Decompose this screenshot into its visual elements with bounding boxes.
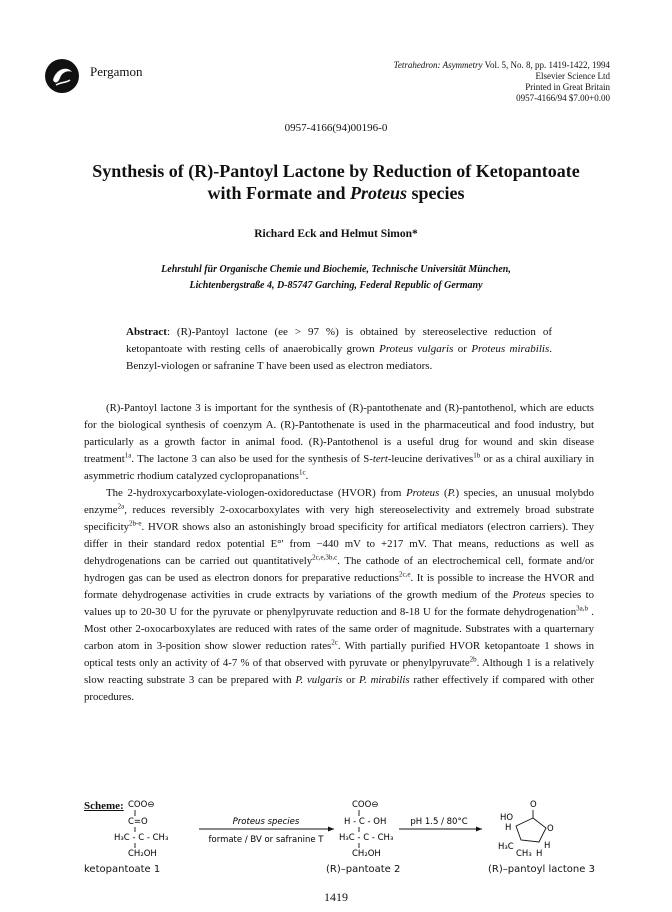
abstract-italic-2: Proteus mirabilis xyxy=(471,343,550,355)
lactone-h3: H xyxy=(536,849,543,858)
lactone-h3c: H₃C xyxy=(498,842,514,852)
p2-ik1: P. vulgaris xyxy=(295,674,343,686)
choh-2: CH₂OH xyxy=(352,849,381,858)
body-text xyxy=(84,400,594,706)
p2-d: , reduces reversibly 2-oxocarboxylates with very high stereoselectivity and extremely broad substrate specificity xyxy=(84,504,594,533)
lactone-h1: H xyxy=(505,823,512,833)
p1-e: . xyxy=(305,470,309,482)
hcc-2: H₃C - C - CH₃ xyxy=(339,833,394,843)
affiliation xyxy=(60,262,612,294)
p1-ref3: 1c xyxy=(298,468,306,477)
p2-f: . The cathode of an electrochemical cell, formate and/or hydrogen gas can be used as electron donors for preparative reductions xyxy=(84,555,594,584)
title-line1: Synthesis of (R)-Pantoyl Lactone by Reduction of Ketopantoate xyxy=(92,161,580,181)
doi: 0957-4166(94)00196-0 xyxy=(284,122,388,134)
paragraph-1 xyxy=(84,400,594,485)
citation-block xyxy=(350,60,610,104)
p2-ref6: 2c xyxy=(331,638,338,647)
coo-1: COO⊖ xyxy=(128,800,155,810)
title-line2 xyxy=(60,182,612,204)
p2-l: or xyxy=(342,674,359,686)
p1-ib: tert xyxy=(372,453,388,465)
p1-ref2: 1b xyxy=(473,451,481,460)
p2-ref3: 2c,e,3b,c xyxy=(312,553,338,562)
paper-title xyxy=(60,160,612,204)
abstract xyxy=(126,324,552,375)
p2-ref4: 2c,e xyxy=(399,570,411,579)
title-line2-post: species xyxy=(407,183,465,203)
p2-a: The 2-hydroxycarboxylate-viologen-oxidoreductase (HVOR) from xyxy=(106,487,407,499)
citation-line4: 0957-4166/94 $7.00+0.00 xyxy=(516,93,610,103)
authors: Richard Eck and Helmut Simon* xyxy=(254,228,418,240)
p2-k: . Although 1 is a relatively slow reacting substrate 3 can be prepared with xyxy=(84,657,594,686)
lactone-ho: HO xyxy=(500,813,514,823)
arrow2-top: pH 1.5 / 80°C xyxy=(410,817,468,827)
co-group: C=O xyxy=(128,817,148,827)
coo-2: COO⊖ xyxy=(352,800,379,810)
arrow1-top: Proteus species xyxy=(232,817,300,827)
affiliation-line2: Lichtenbergstraße 4, D-85747 Garching, Federal Republic of Germany xyxy=(189,280,483,291)
lactone-o-carbonyl: O xyxy=(530,800,537,810)
abstract-text-3: . Benzyl-viologen or safranine T have been used as electron mediators. xyxy=(126,343,552,372)
hcoh: H - C - OH xyxy=(344,817,387,827)
lactone-ch3: CH₃ xyxy=(516,849,532,858)
p2-ref2: 2b-e xyxy=(128,519,142,528)
title-line2-italic: Proteus xyxy=(349,183,407,203)
p2-j: . With partially purified HVOR ketopantoate 1 shows in optical tests only an activity of 4-7 % of that observed with pyruvate or phenylpyruvate xyxy=(84,640,594,669)
lactone-o-ring: O xyxy=(547,824,554,834)
caption-3: (R)–pantoyl lactone 3 xyxy=(488,864,595,875)
p2-e: . HVOR shows also an astonishingly broad specificity for artifical mediators (electron carriers). They differ in their standard redox potential E°' from −440 mV to +217 mV. That means, reductions as well as dehydrogenations can be carried out quantitatively xyxy=(84,521,594,567)
page-number: 1419 xyxy=(324,890,348,904)
arrow1-bottom: formate / BV or safranine T xyxy=(208,835,324,845)
citation-line3: Printed in Great Britain xyxy=(525,82,610,92)
lactone-h2: H xyxy=(544,841,551,851)
p2-h: species to values up to 20-30 U for the pyruvate or phenylpyruvate reduction and 8-18 U for the formate dehydrogenation xyxy=(84,589,594,618)
citation-volume: Vol. 5, No. 8, pp. 1419-1422, 1994 xyxy=(482,60,610,70)
p2-ref7: 2b xyxy=(469,655,477,664)
scheme-label: Scheme: xyxy=(84,800,124,812)
p2-ref1: 2a xyxy=(117,502,125,511)
paragraph-2 xyxy=(84,485,594,706)
p1-ref1: 1a xyxy=(124,451,132,460)
p1-a: (R)-Pantoyl lactone 3 is important for the synthesis of (R)-pantothenate and (R)-pantothenol, which are educts for the biological synthesis of coenzym A. (R)-Pantothenate is used in the pharmaceutical and food industry, but particularly as a growth factor in animal food. (R)-Pantothenol is a useful drug for wound and skin disease treatment xyxy=(84,402,594,465)
caption-2: (R)–pantoate 2 xyxy=(326,864,401,875)
abstract-italic-1: Proteus vulgaris xyxy=(379,343,454,355)
abstract-text-2: or xyxy=(453,343,472,355)
pergamon-logo xyxy=(44,58,80,94)
title-line2-pre: with Formate and xyxy=(207,183,350,203)
arrow2-head xyxy=(476,827,482,832)
lactone-ring xyxy=(516,818,546,842)
p2-b: ( xyxy=(439,487,448,499)
p2-ia: Proteus xyxy=(406,487,440,499)
affiliation-line1: Lehrstuhl für Organische Chemie und Biochemie, Technische Universität München, xyxy=(161,264,511,275)
caption-1: ketopantoate 1 xyxy=(84,864,161,875)
journal-name: Tetrahedron: Asymmetry xyxy=(393,60,483,70)
publisher-name: Pergamon xyxy=(90,64,143,79)
abstract-text-1: : (R)-Pantoyl lactone (ee > 97 %) is obtained by stereoselective reduction of ketopantoate with resting cells of anaerobically grown xyxy=(126,326,552,355)
p2-m: rather effectively if compared with other procedures. xyxy=(84,674,594,703)
p2-g: . It is possible to increase the HVOR and formate dehydrogenase activities in crude extracts by variations of the growth medium of the xyxy=(84,572,594,601)
hcc-1: H₃C - C - CH₃ xyxy=(114,833,169,843)
p1-b: . The lactone 3 can also be used for the synthesis of S- xyxy=(131,453,373,465)
p1-d: or as a chiral auxiliary in asymmetric rhodium catalyzed cyclopropanations xyxy=(84,453,595,482)
p2-ref5: 3a,b xyxy=(576,604,588,613)
p2-ik2: P. mirabilis xyxy=(358,674,410,686)
p2-ig: Proteus xyxy=(512,589,546,601)
arrow1-head xyxy=(328,827,334,832)
reaction-scheme xyxy=(84,798,604,858)
p1-c: -leucine derivatives xyxy=(387,453,474,465)
p2-i: . Most other 2-oxocarboxylates are reduced with rates of the same order of magnitude. Substrates with a quarternary carbon atom in 3-position show slower reduction rates xyxy=(84,606,594,652)
abstract-label: Abstract xyxy=(126,326,167,338)
choh-1: CH₂OH xyxy=(128,849,157,858)
citation-line2: Elsevier Science Ltd xyxy=(535,71,610,81)
p2-ib: P. xyxy=(447,487,456,499)
p2-c: ) species, an unusual molybdo enzyme xyxy=(84,487,594,516)
